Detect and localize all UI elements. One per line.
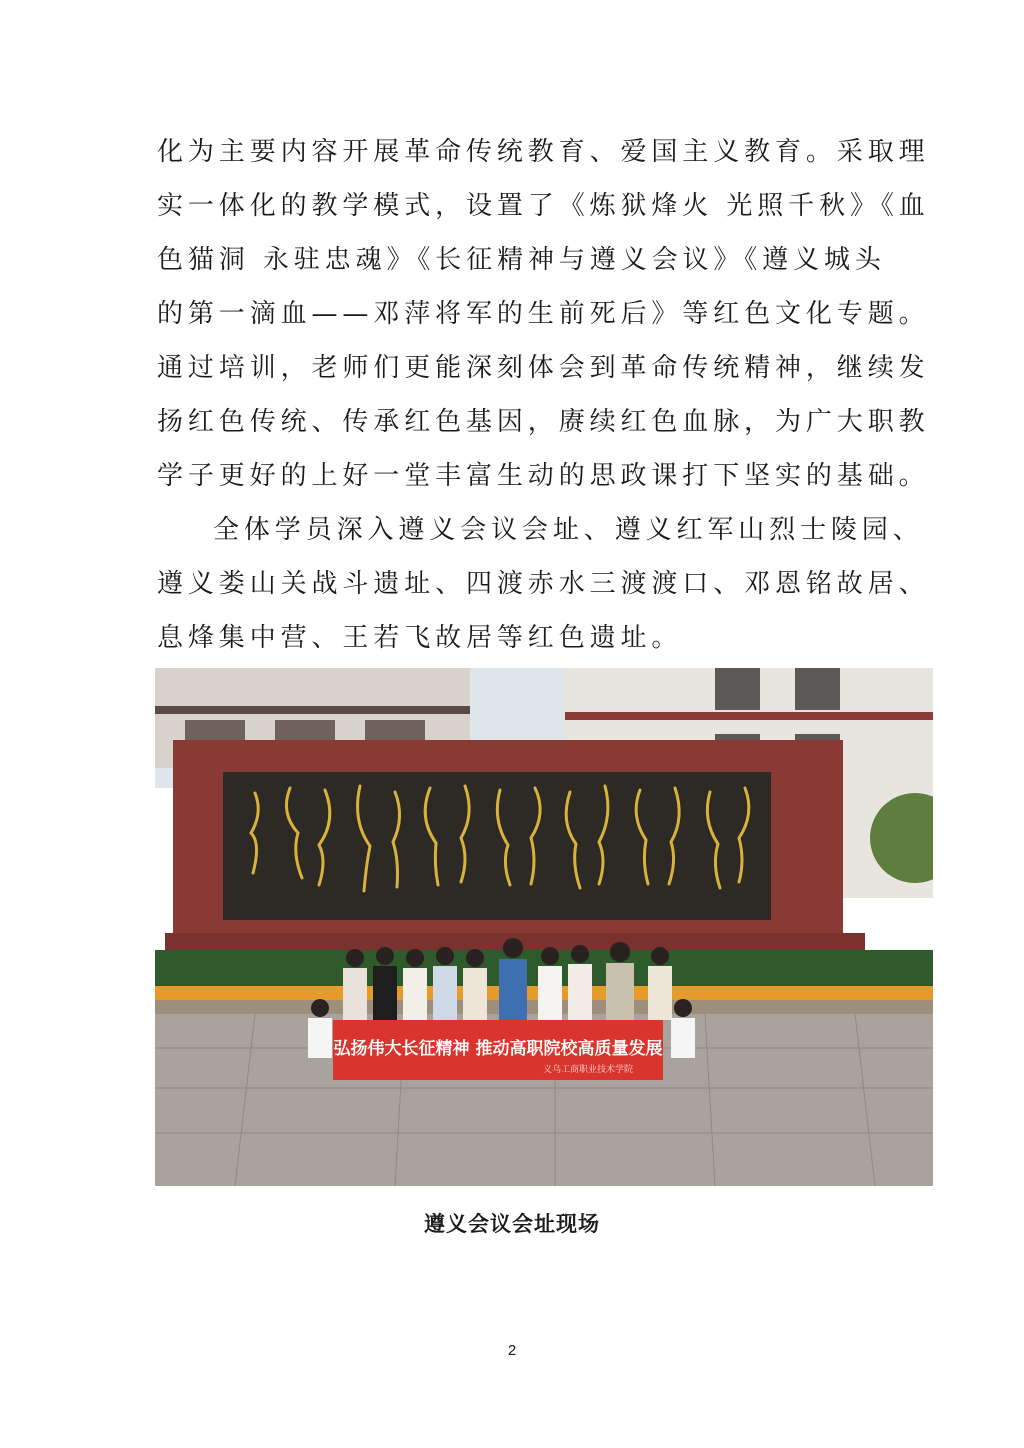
banner-sub-text: 义乌工商职业技术学院	[542, 1065, 633, 1075]
page-number: 2	[507, 1342, 517, 1359]
text-line: 扬红色传统、传承红色基因，赓续红色血脉，为广大职教	[157, 407, 930, 437]
banner-main-text: 弘扬伟大长征精神 推动高职院校高质量发展	[333, 1039, 663, 1059]
text-line: 实一体化的教学模式，设置了《炼狱烽火 光照千秋》《血	[157, 191, 930, 221]
text-line: 化为主要内容开展革命传统教育、爱国主义教育。采取理	[157, 137, 930, 167]
photo-caption: 遵义会议会址现场	[424, 1212, 600, 1236]
text-line: 色猫洞 永驻忠魂》《长征精神与遵义会议》《遵义城头	[157, 245, 886, 275]
text-line: 息烽集中营、王若飞故居等红色遗址。	[157, 623, 683, 653]
text-line: 遵义娄山关战斗遗址、四渡赤水三渡渡口、邓恩铭故居、	[157, 569, 930, 599]
text-line: 的第一滴血——邓萍将军的生前死后》等红色文化专题。	[157, 299, 930, 329]
text-line: 学子更好的上好一堂丰富生动的思政课打下坚实的基础。	[157, 461, 930, 491]
text-line: 通过培训，老师们更能深刻体会到革命传统精神，继续发	[157, 353, 930, 383]
group-photo	[155, 668, 933, 1186]
text-line: 全体学员深入遵义会议会址、遵义红军山烈士陵园、	[213, 515, 924, 545]
